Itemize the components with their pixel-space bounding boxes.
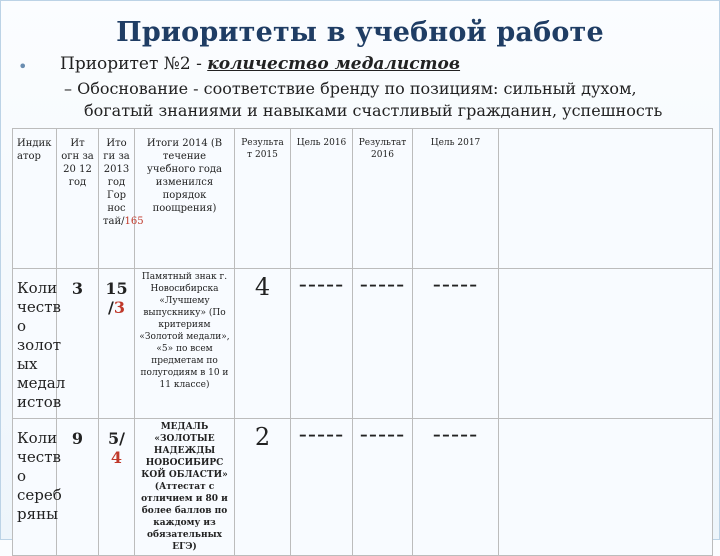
indicator-silver-medalists: Коли честв о сереб ряны	[13, 419, 57, 556]
table-row	[13, 419, 713, 556]
value-2013	[99, 269, 135, 419]
result-2015: -----	[291, 419, 353, 556]
header-goal-2017: Цель 2017	[413, 129, 499, 269]
value-2012: 3	[57, 269, 99, 419]
header-result-2016: Результат 2016	[353, 129, 413, 269]
result-2014: 2	[235, 419, 291, 556]
result-2014: 4	[235, 269, 291, 419]
results-2014-detail: МЕДАЛЬ «ЗОЛОТЫЕ НАДЕЖДЫ НОВОСИБИРС КОЙ ОБЛАСТИ» (Аттестат с отличием и 80 и более баллов по каждому из обязательных ЕГЭ)	[135, 419, 235, 556]
table-header-row	[13, 129, 713, 269]
value-2013-a: 5/	[108, 429, 125, 448]
justification-line-1: – Обоснование - соответствие бренду по позициям: сильный духом,	[64, 79, 637, 98]
indicator-gold-medalists: Коли честв о золот ых медал истов	[13, 269, 57, 419]
header-total-2012: Ит огн за 20 12 год	[57, 129, 99, 269]
table-row	[13, 269, 713, 419]
value-2013-slash: /	[108, 298, 114, 317]
value-2013-b: 3	[113, 298, 125, 317]
header-result-2015: Результа т 2015	[235, 129, 291, 269]
result-2016: -----	[413, 269, 499, 419]
header-results-2014: Итоги 2014 (В течение учебного года изменился порядок поощрения)	[135, 129, 235, 269]
header-total-2013-red: 165	[124, 216, 144, 227]
goal-2016: -----	[353, 269, 413, 419]
header-goal-2016: Цель 2016	[291, 129, 353, 269]
goal-2017	[499, 419, 713, 556]
value-2013	[99, 419, 135, 556]
goal-2017	[499, 269, 713, 419]
header-total-2013-text: Ито ги за 2013 год Гор нос тай/	[103, 138, 130, 227]
justification-line-2: богатый знаниями и навыками счастливый гражданин, успешность	[84, 101, 663, 120]
page-title: Приоритеты в учебной работе	[116, 17, 604, 48]
value-2013-b: 4	[110, 448, 123, 467]
result-2015: -----	[291, 269, 353, 419]
goal-2016: -----	[353, 419, 413, 556]
priority-subject: количество медалистов	[207, 54, 461, 74]
priority-line	[60, 54, 460, 74]
value-2012: 9	[57, 419, 99, 556]
value-2013-a: 15	[105, 279, 128, 298]
bullet-icon: •	[18, 57, 28, 76]
result-2016: -----	[413, 419, 499, 556]
header-total-2013	[99, 129, 144, 269]
header-indicator: Индик атор	[13, 129, 57, 269]
results-2014-detail: Памятный знак г. Новосибирска «Лучшему выпускнику» (По критериям «Золотой медали», «5» по всем предметам по полугодиям в 10 и 11 классе)	[135, 269, 235, 419]
priorities-table	[12, 128, 713, 556]
header-empty	[499, 129, 713, 269]
priority-prefix: Приоритет №2 -	[60, 54, 208, 74]
